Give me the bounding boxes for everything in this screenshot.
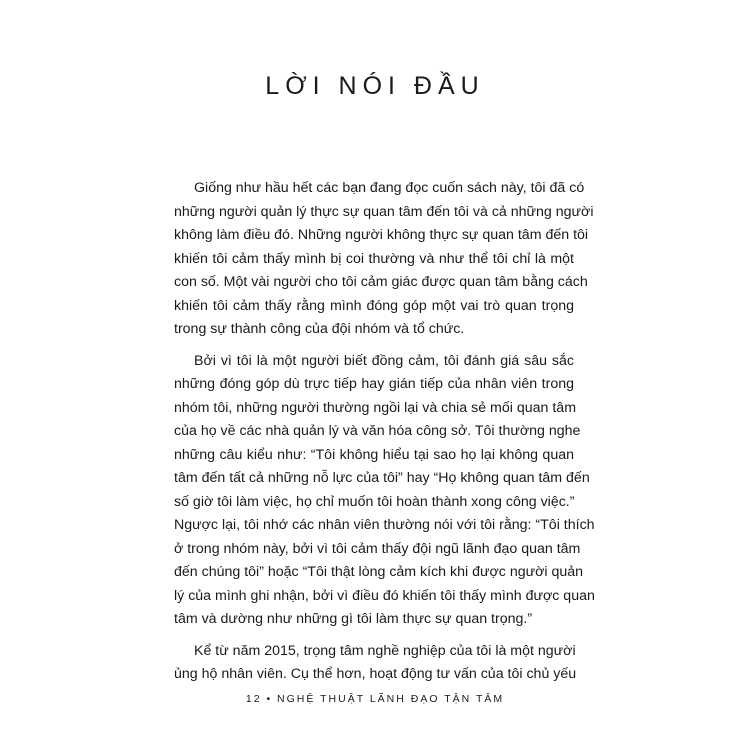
text-line: những đóng góp dù trực tiếp hay gián tiếp của nhân viên trong xyxy=(174,376,574,392)
text-line: tâm đến tất cả những nỗ lực của tôi” hay “Họ không quan tâm đến xyxy=(174,470,590,486)
text-line: Giống như hầu hết các bạn đang đọc cuốn sách này, tôi đã có xyxy=(194,180,585,196)
text-line: không làm điều đó. Những người không thực sự quan tâm đến tôi xyxy=(174,227,589,243)
text-line: con số. Một vài người cho tôi cảm giác được quan tâm bằng cách xyxy=(174,274,588,290)
text-line: khiến tôi cảm thấy rằng mình đóng góp một vai trò quan trọng xyxy=(174,297,574,314)
text-line: tâm và dường như những gì tôi làm thực sự quan trọng.” xyxy=(174,611,533,627)
text-line: số giờ tôi làm việc, họ chỉ muốn tôi hoàn thành xong công việc.” xyxy=(174,493,575,510)
text-line: những người quản lý thực sự quan tâm đến tôi và cả những người xyxy=(174,203,594,220)
text-line: Bởi vì tôi là một người biết đồng cảm, tôi đánh giá sâu sắc xyxy=(194,352,574,369)
text-line: Kể từ năm 2015, trọng tâm nghề nghiệp của tôi là một người xyxy=(194,642,576,659)
text-line: của họ về các nhà quản lý và văn hóa công sở. Tôi thường nghe xyxy=(174,423,581,439)
text-line: đến chúng tôi” hoặc “Tôi thật lòng cảm kích khi được người quản xyxy=(174,564,584,580)
paragraph-2 xyxy=(174,350,595,632)
text-line: lý của mình ghi nhận, bởi vì điều đó khiến tôi thấy mình được quan xyxy=(174,587,595,604)
paragraph-1 xyxy=(174,177,594,342)
text-line: trong sự thành công của đội nhóm và tổ chức. xyxy=(174,321,465,337)
body-text xyxy=(174,177,595,695)
text-line: ở trong nhóm này, bởi vì tôi cảm thấy đội ngũ lãnh đạo quan tâm xyxy=(174,540,581,557)
text-line: khiến tôi cảm thấy mình bị coi thường và như thể tôi chỉ là một xyxy=(174,250,574,267)
text-line: những câu kiểu như: “Tôi không hiểu tại sao họ lại không quan xyxy=(174,446,574,463)
page-footer: 12 • NGHỆ THUẬT LÃNH ĐẠO TẬN TÂM xyxy=(245,693,505,705)
page-title: LỜI NÓI ĐẦU xyxy=(265,72,485,100)
paragraph-3 xyxy=(174,640,577,687)
text-line: nhóm tôi, những người thường ngồi lại và chia sẻ mối quan tâm xyxy=(174,399,577,416)
text-line: ủng hộ nhân viên. Cụ thể hơn, hoạt động tư vấn của tôi chủ yếu xyxy=(174,666,577,682)
text-line: Ngược lại, tôi nhớ các nhân viên thường nói với tôi rằng: “Tôi thích xyxy=(174,517,595,533)
